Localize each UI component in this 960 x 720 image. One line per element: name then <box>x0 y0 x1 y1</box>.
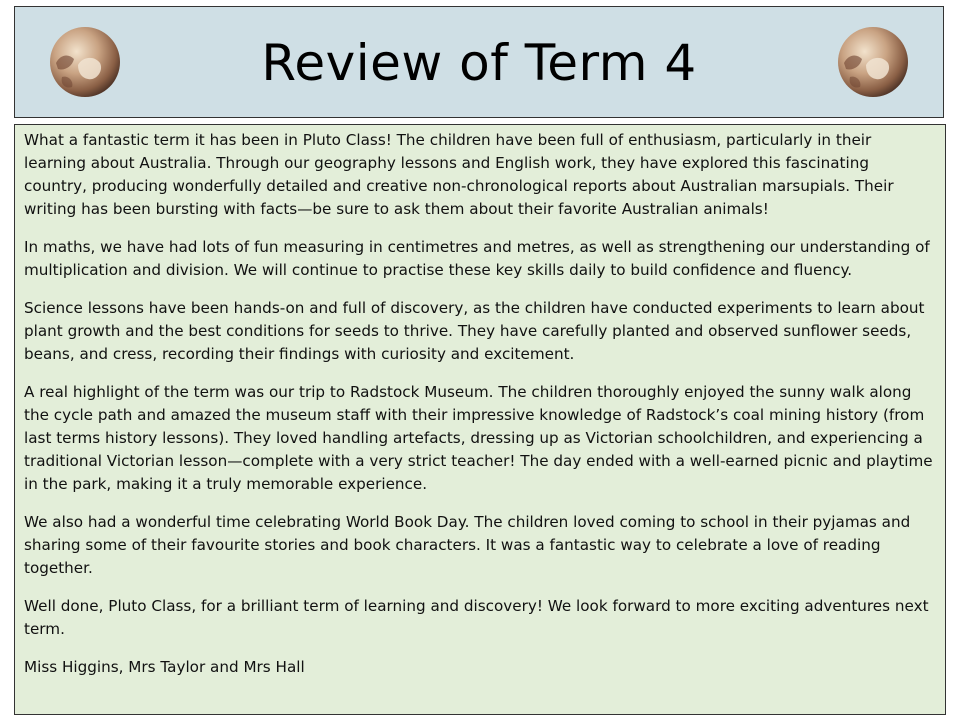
paragraph-museum-trip: A real highlight of the term was our trip to Radstock Museum. The children thoroughly enjoyed the sunny walk along the cycle path and amazed the museum staff with their impressive knowledge of Radstock’s coal mining history (from last terms history lessons). They loved handling artefacts, dressing up as Victorian schoolchildren, and experiencing a traditional Victorian lesson—complete with a very strict teacher! The day ended with a well-earned picnic and playtime in the park, making it a truly memorable experience. <box>24 383 933 493</box>
page-title: Review of Term 4 <box>261 34 697 92</box>
paragraph-intro: What a fantastic term it has been in Pluto Class! The children have been full of enthusiasm, particularly in their learning about Australia. Through our geography lessons and English work, they have explored this fascinating country, producing wonderfully detailed and creative non-chronological reports about Australian marsupials. Their writing has been bursting with facts—be sure to ask them about their favorite Australian animals! <box>24 131 894 218</box>
paragraph-science: Science lessons have been hands-on and full of discovery, as the children have conducted experiments to learn about plant growth and the best conditions for seeds to thrive. They have carefully planted and observed sunflower seeds, beans, and cress, recording their findings with curiosity and excitement. <box>24 299 925 363</box>
pluto-planet-icon <box>836 25 910 99</box>
header-banner <box>14 6 944 118</box>
paragraph-world-book-day: We also had a wonderful time celebrating World Book Day. The children loved coming to school in their pyjamas and sharing some of their favourite stories and book characters. It was a fantastic way to celebrate a love of reading together. <box>24 513 911 577</box>
paragraph-well-done: Well done, Pluto Class, for a brilliant term of learning and discovery! We look forward to more exciting adventures next term. <box>24 597 929 638</box>
paragraph-maths: In maths, we have had lots of fun measuring in centimetres and metres, as well as strengthening our understanding of multiplication and division. We will continue to practise these key skills daily to build confidence and fluency. <box>24 238 930 279</box>
signature: Miss Higgins, Mrs Taylor and Mrs Hall <box>24 658 305 676</box>
review-text-box <box>14 124 946 715</box>
